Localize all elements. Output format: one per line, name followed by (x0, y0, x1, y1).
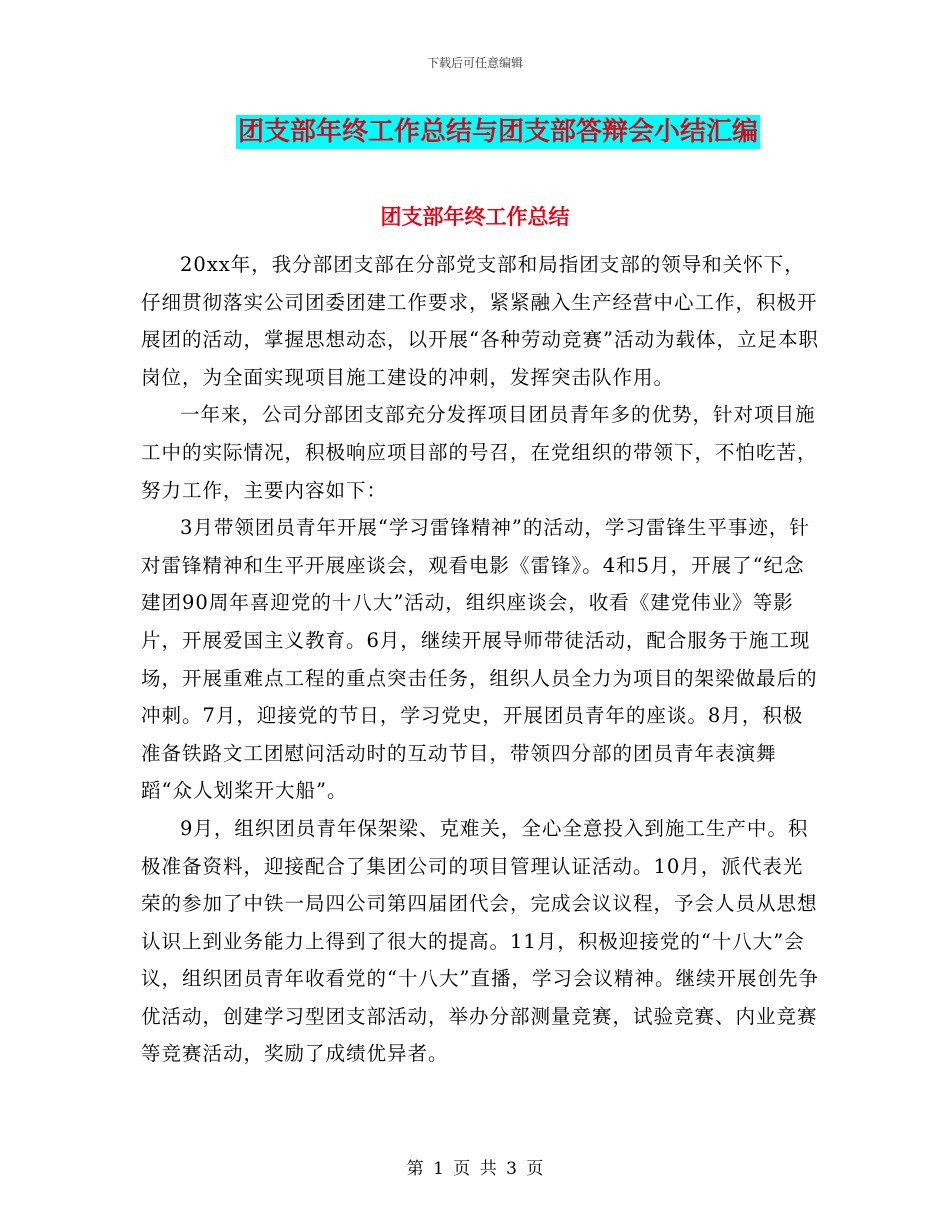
document-title (0, 111, 950, 148)
paragraph: 3月带领团员青年开展“学习雷锋精神”的活动，学习雷锋生平事迹，针对雷锋精神和生平开展座谈会，观看电影《雷锋》。4和5月，开展了“纪念建团90周年喜迎党的十八大”活动，组织座谈会，收看《建党伟业》等影片，开展爱国主义教育。6月，继续开展导师带徒活动，配合服务于施工现场，开展重难点工程的重点突击任务，组织人员全力为项目的架梁做最后的冲刺。7月，迎接党的节日，学习党史，开展团员青年的座谈。8月，积极准备铁路文工团慰问活动时的互动节目，带领四分部的团员青年表演舞蹈“众人划桨开大船”。 (141, 516, 818, 803)
page-header: 下载后可任意编辑 (426, 56, 523, 70)
paragraph: 一年来，公司分部团支部充分发挥项目团员青年多的优势，针对项目施工中的实际情况，积极响应项目部的号召，在党组织的带领下，不怕吃苦，努力工作，主要内容如下： (141, 403, 818, 502)
paragraph: 20xx年，我分部团支部在分部党支部和局指团支部的领导和关怀下，仔细贯彻落实公司团委团建工作要求，紧紧融入生产经营中心工作，积极开展团的活动，掌握思想动态，以开展“各种劳动竞赛”活动为载体，立足本职岗位，为全面实现项目施工建设的冲刺，发挥突击队作用。 (141, 253, 819, 389)
paragraph: 9月，组织团员青年保架梁、克难关，全心全意投入到施工生产中。积极准备资料，迎接配合了集团公司的项目管理认证活动。10月，派代表光荣的参加了中铁一局四公司第四届团代会，完成会议议程，予会人员从思想认识上到业务能力上得到了很大的提高。11月，积极迎接党的“十八大”会议，组织团员青年收看党的“十八大”直播，学习会议精神。继续开展创先争优活动，创建学习型团支部活动，举办分部测量竞赛，试验竞赛、内业竞赛等竞赛活动，奖励了成绩优异者。 (141, 816, 819, 1066)
page-footer: 第 1 页 共 3 页 (406, 1159, 544, 1179)
document-body (141, 246, 821, 1073)
document-title-text: 团支部年终工作总结与团支部答辩会小结汇编 (237, 117, 758, 147)
section-title: 团支部年终工作总结 (380, 205, 570, 229)
